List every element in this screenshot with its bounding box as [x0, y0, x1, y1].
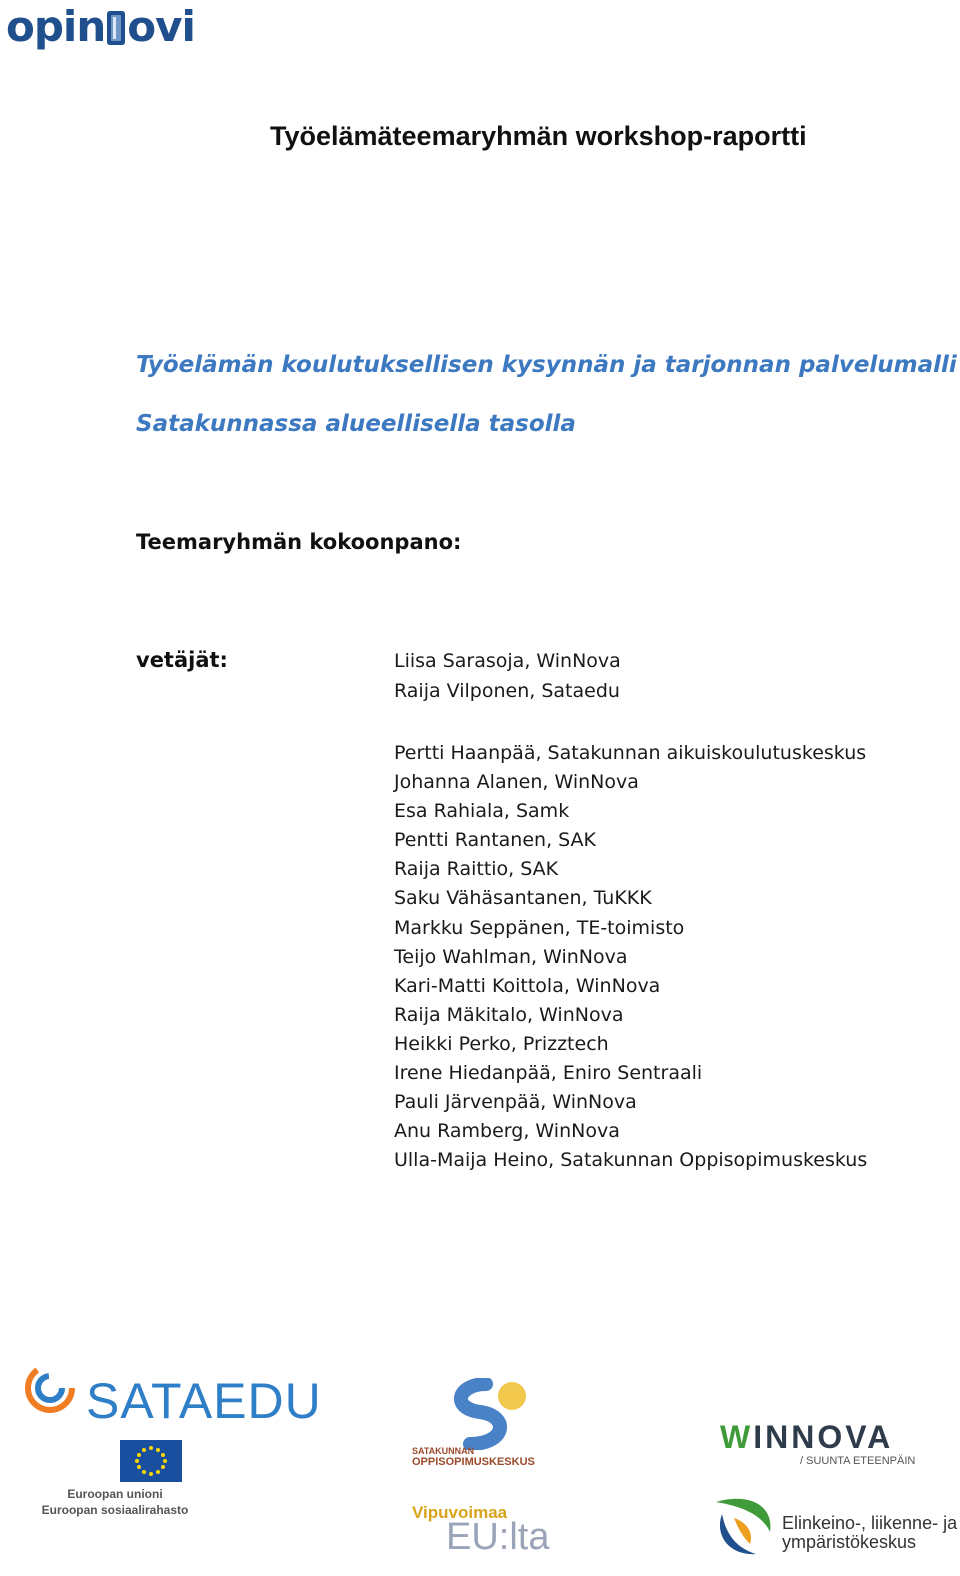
- vipuvoimaa-label: Vipuvoimaa: [412, 1503, 508, 1522]
- member-item: Heikki Perko, Prizztech: [394, 1032, 609, 1055]
- winnova-slogan: / SUUNTA ETEENPÄIN: [800, 1455, 916, 1467]
- leaders-list: [394, 646, 621, 706]
- subtitle-line-1: Työelämän koulutuksellisen kysynnän ja tarjonnan palvelumalli: [136, 352, 957, 378]
- member-item: Esa Rahiala, Samk: [394, 800, 570, 823]
- sataedu-swirl-icon: [24, 1360, 80, 1416]
- member-item: Markku Seppänen, TE-toimisto: [394, 916, 685, 939]
- member-item: Kari-Matti Koittola, WinNova: [394, 974, 661, 997]
- member-item: Teijo Wahlman, WinNova: [394, 945, 628, 968]
- member-item: Pauli Järvenpää, WinNova: [394, 1091, 637, 1114]
- leader-item: Raija Vilponen, Sataedu: [394, 680, 620, 702]
- winnova-logo: [720, 1419, 893, 1456]
- sataedu-logo-text: SATAEDU: [86, 1373, 322, 1429]
- eulta-label: EU:lta: [446, 1516, 550, 1558]
- oppisopimus-s-icon: [440, 1378, 536, 1450]
- members-list: [394, 739, 867, 1175]
- member-item: Johanna Alanen, WinNova: [394, 771, 639, 794]
- eu-label-line-2: Euroopan sosiaalirahasto: [41, 1503, 189, 1517]
- member-item: Ulla-Maija Heino, Satakunnan Oppisopimuskeskus: [394, 1149, 868, 1172]
- eu-label-line-1: Euroopan unioni: [67, 1487, 163, 1501]
- ely-swoosh-icon: [710, 1492, 776, 1558]
- eu-flag-icon: [120, 1440, 182, 1482]
- member-item: Pentti Rantanen, SAK: [394, 829, 597, 852]
- member-item: Anu Ramberg, WinNova: [394, 1120, 620, 1143]
- composition-heading: Teemaryhmän kokoonpano:: [136, 530, 462, 554]
- leaders-label: vetäjät:: [136, 648, 228, 672]
- subtitle-line-2: Satakunnassa alueellisella tasolla: [136, 411, 576, 437]
- opinovi-logo: [6, 2, 195, 51]
- member-item: Raija Raittio, SAK: [394, 858, 559, 881]
- member-item: Saku Vähäsantanen, TuKKK: [394, 887, 652, 910]
- member-item: Irene Hiedanpää, Eniro Sentraali: [394, 1062, 703, 1085]
- leader-item: Liisa Sarasoja, WinNova: [394, 650, 621, 672]
- member-item: Raija Mäkitalo, WinNova: [394, 1003, 624, 1026]
- ely-label-line-1: Elinkeino-, liikenne- ja: [782, 1513, 958, 1533]
- member-item: Pertti Haanpää, Satakunnan aikuiskoulutuskeskus: [394, 742, 867, 764]
- ely-label-line-2: ympäristökeskus: [782, 1532, 917, 1552]
- logo-prefix: opin: [6, 2, 106, 51]
- winnova-w: W: [720, 1419, 754, 1455]
- oppisopimus-label-line-1: SATAKUNNAN: [412, 1446, 475, 1456]
- logo-suffix: ovi: [127, 2, 195, 51]
- winnova-rest: INNOVA: [753, 1419, 894, 1455]
- report-title: Työelämäteemaryhmän workshop-raportti: [270, 121, 807, 151]
- oppisopimus-label-line-2: OPPISOPIMUSKESKUS: [412, 1456, 535, 1468]
- door-icon: [106, 9, 126, 47]
